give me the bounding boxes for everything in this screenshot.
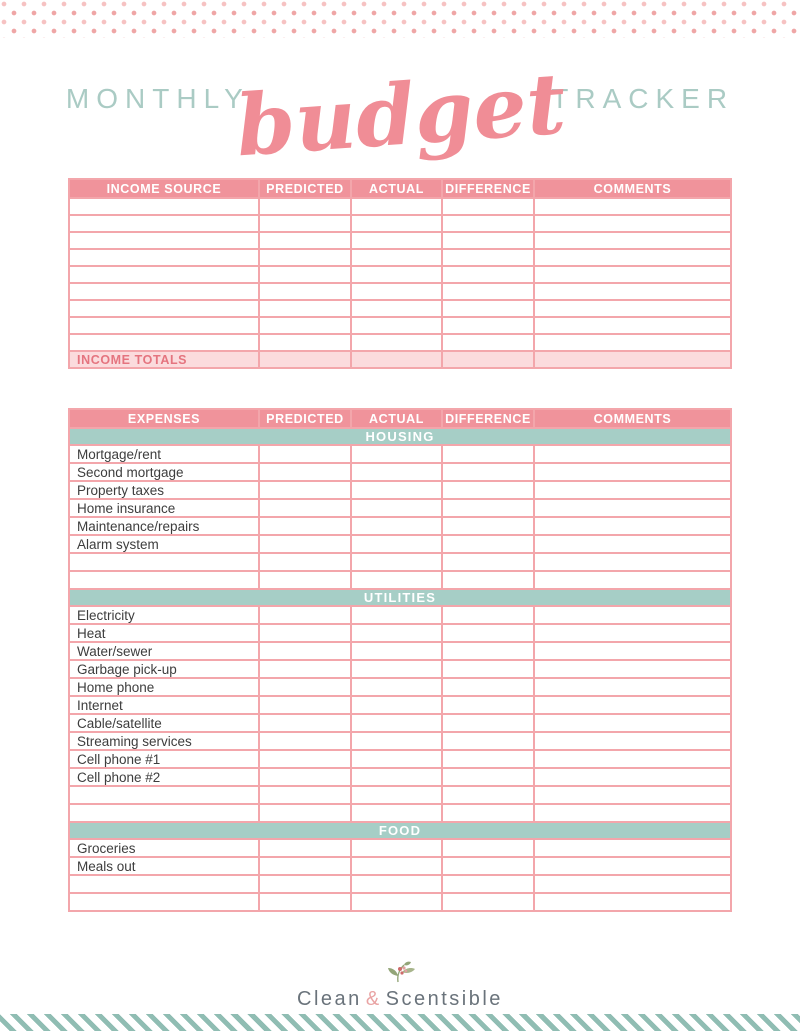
expense-row — [69, 499, 731, 517]
entry-cell — [259, 317, 351, 334]
expense-item-label: Meals out — [69, 857, 259, 875]
entry-cell — [351, 283, 442, 300]
entry-cell — [442, 678, 534, 696]
entry-cell — [534, 839, 731, 857]
expense-row — [69, 678, 731, 696]
section-band-row — [69, 822, 731, 839]
entry-cell — [442, 463, 534, 481]
entry-cell — [351, 198, 442, 215]
entry-cell — [534, 334, 731, 351]
entry-cell — [442, 317, 534, 334]
entry-cell — [534, 732, 731, 750]
expense-item-label — [69, 786, 259, 804]
column-header: ACTUAL — [351, 409, 442, 428]
brand-clean: Clean — [297, 988, 362, 1010]
entry-cell — [442, 445, 534, 463]
entry-cell — [259, 875, 351, 893]
entry-cell — [534, 893, 731, 911]
entry-cell — [259, 300, 351, 317]
entry-cell — [259, 642, 351, 660]
expense-table — [68, 408, 732, 912]
entry-cell — [259, 535, 351, 553]
expense-row — [69, 642, 731, 660]
title-tracker: TRACKER — [551, 83, 735, 114]
column-header: COMMENTS — [534, 179, 731, 198]
entry-cell — [69, 300, 259, 317]
entry-cell — [259, 857, 351, 875]
entry-cell — [351, 768, 442, 786]
entry-cell — [69, 249, 259, 266]
entry-cell — [442, 732, 534, 750]
expense-row — [69, 606, 731, 624]
table-header-row — [69, 409, 731, 428]
entry-cell — [351, 893, 442, 911]
entry-cell — [259, 732, 351, 750]
entry-cell — [534, 786, 731, 804]
expense-row — [69, 517, 731, 535]
expense-item-label: Groceries — [69, 839, 259, 857]
entry-cell — [259, 249, 351, 266]
entry-cell — [259, 606, 351, 624]
entry-cell — [351, 553, 442, 571]
entry-cell — [442, 517, 534, 535]
entry-cell — [351, 839, 442, 857]
entry-cell — [259, 334, 351, 351]
expense-row — [69, 696, 731, 714]
entry-cell — [442, 266, 534, 283]
entry-cell — [69, 198, 259, 215]
expense-row — [69, 839, 731, 857]
entry-cell — [259, 517, 351, 535]
entry-cell — [259, 481, 351, 499]
entry-cell — [442, 893, 534, 911]
section-band-label: FOOD — [69, 822, 731, 839]
floral-sprig-icon — [378, 960, 422, 986]
entry-cell — [442, 481, 534, 499]
expense-item-label — [69, 553, 259, 571]
expense-item-label: Internet — [69, 696, 259, 714]
entry-cell — [534, 351, 731, 368]
entry-cell — [442, 660, 534, 678]
entry-cell — [259, 463, 351, 481]
expense-item-label — [69, 893, 259, 911]
entry-cell — [534, 750, 731, 768]
entry-cell — [442, 571, 534, 589]
income-row — [69, 300, 731, 317]
section-band-label: HOUSING — [69, 428, 731, 445]
entry-cell — [69, 266, 259, 283]
income-row — [69, 283, 731, 300]
entry-cell — [534, 463, 731, 481]
entry-cell — [351, 804, 442, 822]
entry-cell — [442, 300, 534, 317]
entry-cell — [534, 249, 731, 266]
entry-cell — [259, 571, 351, 589]
entry-cell — [69, 317, 259, 334]
entry-cell — [259, 786, 351, 804]
entry-cell — [534, 198, 731, 215]
entry-cell — [351, 786, 442, 804]
entry-cell — [351, 351, 442, 368]
entry-cell — [351, 249, 442, 266]
column-header: PREDICTED — [259, 409, 351, 428]
entry-cell — [534, 606, 731, 624]
income-row — [69, 232, 731, 249]
entry-cell — [259, 893, 351, 911]
column-header: COMMENTS — [534, 409, 731, 428]
entry-cell — [69, 334, 259, 351]
brand-footer — [0, 960, 800, 1011]
entry-cell — [534, 232, 731, 249]
entry-cell — [534, 517, 731, 535]
expense-item-label: Maintenance/repairs — [69, 517, 259, 535]
column-header: INCOME SOURCE — [69, 179, 259, 198]
entry-cell — [442, 499, 534, 517]
entry-cell — [442, 351, 534, 368]
expense-row — [69, 875, 731, 893]
expense-row — [69, 624, 731, 642]
income-table — [68, 178, 732, 369]
expense-item-label: Property taxes — [69, 481, 259, 499]
entry-cell — [351, 232, 442, 249]
entry-cell — [534, 300, 731, 317]
entry-cell — [351, 517, 442, 535]
expense-row — [69, 786, 731, 804]
entry-cell — [351, 499, 442, 517]
entry-cell — [351, 215, 442, 232]
entry-cell — [259, 232, 351, 249]
entry-cell — [442, 535, 534, 553]
entry-cell — [534, 804, 731, 822]
income-row — [69, 198, 731, 215]
entry-cell — [534, 768, 731, 786]
expense-item-label: Home phone — [69, 678, 259, 696]
entry-cell — [351, 445, 442, 463]
polka-dot-header-band — [0, 0, 800, 38]
expense-item-label — [69, 804, 259, 822]
entry-cell — [442, 606, 534, 624]
expense-item-label: Cable/satellite — [69, 714, 259, 732]
entry-cell — [442, 215, 534, 232]
entry-cell — [534, 660, 731, 678]
entry-cell — [442, 839, 534, 857]
entry-cell — [351, 857, 442, 875]
expense-item-label: Alarm system — [69, 535, 259, 553]
expense-row — [69, 571, 731, 589]
entry-cell — [534, 857, 731, 875]
entry-cell — [534, 317, 731, 334]
diagonal-stripe-footer-band — [0, 1014, 800, 1031]
income-row — [69, 266, 731, 283]
column-header: EXPENSES — [69, 409, 259, 428]
entry-cell — [259, 283, 351, 300]
entry-cell — [534, 714, 731, 732]
entry-cell — [351, 714, 442, 732]
expense-row — [69, 732, 731, 750]
entry-cell — [351, 678, 442, 696]
entry-cell — [442, 696, 534, 714]
entry-cell — [259, 696, 351, 714]
income-totals-row — [69, 351, 731, 368]
entry-cell — [351, 696, 442, 714]
brand-name — [0, 988, 800, 1011]
expense-item-label — [69, 875, 259, 893]
entry-cell — [259, 714, 351, 732]
column-header: DIFFERENCE — [442, 179, 534, 198]
expense-item-label: Home insurance — [69, 499, 259, 517]
entry-cell — [442, 624, 534, 642]
entry-cell — [351, 606, 442, 624]
entry-cell — [442, 875, 534, 893]
section-band-row — [69, 428, 731, 445]
entry-cell — [442, 768, 534, 786]
entry-cell — [259, 215, 351, 232]
expense-row — [69, 553, 731, 571]
income-row — [69, 215, 731, 232]
income-row — [69, 334, 731, 351]
entry-cell — [69, 215, 259, 232]
entry-cell — [534, 678, 731, 696]
expense-row — [69, 481, 731, 499]
entry-cell — [259, 445, 351, 463]
entry-cell — [442, 553, 534, 571]
expense-row — [69, 463, 731, 481]
entry-cell — [259, 266, 351, 283]
column-header: ACTUAL — [351, 179, 442, 198]
expense-item-label: Water/sewer — [69, 642, 259, 660]
expense-item-label: Mortgage/rent — [69, 445, 259, 463]
brand-ampersand: & — [365, 988, 382, 1010]
entry-cell — [442, 804, 534, 822]
entry-cell — [534, 624, 731, 642]
expense-row — [69, 660, 731, 678]
entry-cell — [259, 804, 351, 822]
entry-cell — [351, 481, 442, 499]
entry-cell — [351, 750, 442, 768]
income-row — [69, 249, 731, 266]
page-title — [0, 44, 800, 176]
entry-cell — [351, 660, 442, 678]
income-totals-label: INCOME TOTALS — [69, 351, 259, 368]
expense-item-label: Electricity — [69, 606, 259, 624]
entry-cell — [534, 553, 731, 571]
income-row — [69, 317, 731, 334]
entry-cell — [442, 232, 534, 249]
entry-cell — [259, 660, 351, 678]
entry-cell — [534, 266, 731, 283]
entry-cell — [259, 624, 351, 642]
entry-cell — [259, 553, 351, 571]
entry-cell — [351, 535, 442, 553]
expense-item-label: Cell phone #2 — [69, 768, 259, 786]
entry-cell — [442, 198, 534, 215]
expense-item-label: Streaming services — [69, 732, 259, 750]
entry-cell — [259, 499, 351, 517]
entry-cell — [259, 678, 351, 696]
entry-cell — [442, 334, 534, 351]
expense-item-label — [69, 571, 259, 589]
column-header: DIFFERENCE — [442, 409, 534, 428]
expense-row — [69, 535, 731, 553]
entry-cell — [259, 351, 351, 368]
entry-cell — [259, 750, 351, 768]
entry-cell — [534, 215, 731, 232]
entry-cell — [351, 266, 442, 283]
entry-cell — [442, 249, 534, 266]
entry-cell — [69, 283, 259, 300]
entry-cell — [534, 642, 731, 660]
expense-item-label: Garbage pick-up — [69, 660, 259, 678]
entry-cell — [534, 445, 731, 463]
entry-cell — [351, 624, 442, 642]
expense-row — [69, 893, 731, 911]
entry-cell — [442, 786, 534, 804]
table-header-row — [69, 179, 731, 198]
entry-cell — [534, 283, 731, 300]
entry-cell — [534, 481, 731, 499]
entry-cell — [259, 768, 351, 786]
entry-cell — [351, 300, 442, 317]
expense-row — [69, 445, 731, 463]
column-header: PREDICTED — [259, 179, 351, 198]
expense-row — [69, 768, 731, 786]
entry-cell — [534, 571, 731, 589]
entry-cell — [442, 750, 534, 768]
entry-cell — [534, 875, 731, 893]
title-budget-script: budget — [232, 53, 569, 176]
entry-cell — [351, 642, 442, 660]
entry-cell — [351, 732, 442, 750]
entry-cell — [351, 334, 442, 351]
entry-cell — [442, 857, 534, 875]
entry-cell — [351, 463, 442, 481]
entry-cell — [442, 283, 534, 300]
entry-cell — [351, 875, 442, 893]
section-band-label: UTILITIES — [69, 589, 731, 606]
entry-cell — [259, 839, 351, 857]
expense-item-label: Second mortgage — [69, 463, 259, 481]
section-band-row — [69, 589, 731, 606]
entry-cell — [442, 642, 534, 660]
entry-cell — [69, 232, 259, 249]
expense-row — [69, 714, 731, 732]
title-monthly: MONTHLY — [65, 83, 250, 114]
entry-cell — [534, 535, 731, 553]
entry-cell — [534, 696, 731, 714]
entry-cell — [351, 571, 442, 589]
expense-row — [69, 750, 731, 768]
brand-scentsible: Scentsible — [385, 988, 503, 1010]
entry-cell — [442, 714, 534, 732]
expense-row — [69, 857, 731, 875]
expense-row — [69, 804, 731, 822]
entry-cell — [351, 317, 442, 334]
expense-item-label: Cell phone #1 — [69, 750, 259, 768]
expense-item-label: Heat — [69, 624, 259, 642]
entry-cell — [259, 198, 351, 215]
entry-cell — [534, 499, 731, 517]
